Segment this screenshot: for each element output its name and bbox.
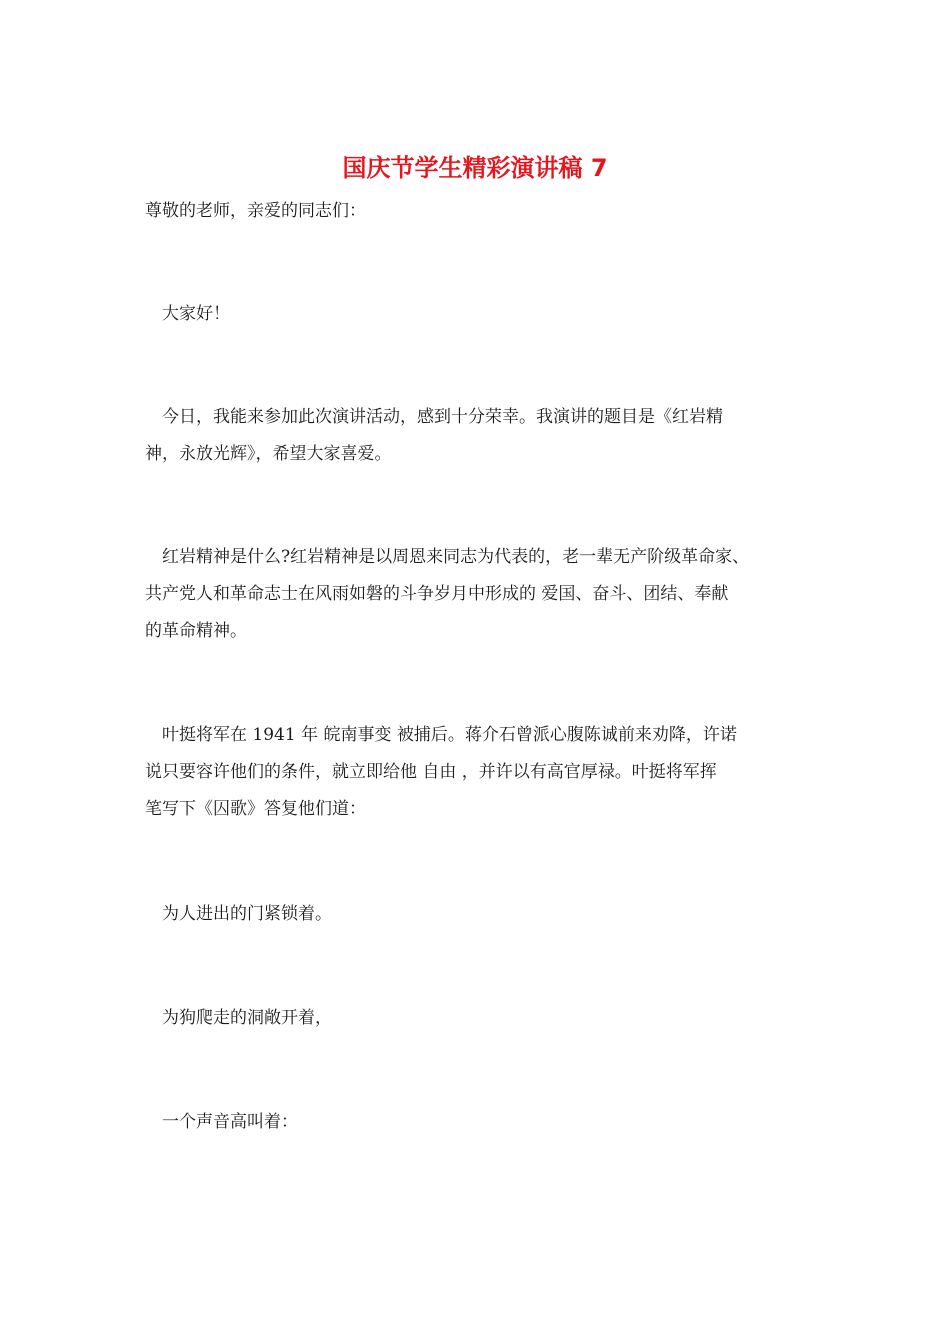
poem-line: 为狗爬走的洞敞开着，	[145, 1008, 332, 1028]
paragraph-line: 红岩精神是什么?红岩精神是以周恩来同志为代表的，老一辈无产阶级革命家、	[145, 547, 750, 567]
paragraph-line: 笔写下《囚歌》答复他们道：	[145, 799, 366, 819]
paragraph-hongyan-spirit	[145, 539, 815, 650]
poem-line: 一个声音高叫着：	[145, 1112, 298, 1132]
paragraph-line: 说只要容许他们的条件，就立即给他 自由 ，并许以有高官厚禄。叶挺将军挥	[145, 762, 717, 782]
paragraph-intro	[145, 399, 815, 473]
paragraph-line: 叶挺将军在 1941 年 皖南事变 被捕后。蒋介石曾派心腹陈诚前来劝降，许诺	[145, 725, 737, 745]
document-title: 国庆节学生精彩演讲稿 7	[342, 154, 608, 182]
paragraph-line: 的革命精神。	[145, 621, 247, 641]
paragraph-line: 今日，我能来参加此次演讲活动，感到十分荣幸。我演讲的题目是《红岩精	[145, 407, 723, 427]
paragraph-line: 神，永放光辉》，希望大家喜爱。	[145, 444, 392, 464]
paragraph-line: 共产党人和革命志士在风雨如磐的斗争岁月中形成的 爱国、奋斗、团结、奉献	[145, 584, 729, 604]
salutation: 尊敬的老师，亲爱的同志们：	[145, 201, 366, 221]
greeting: 大家好！	[145, 304, 230, 324]
poem-line: 为人进出的门紧锁着。	[145, 904, 332, 924]
paragraph-ye-ting	[145, 717, 815, 828]
